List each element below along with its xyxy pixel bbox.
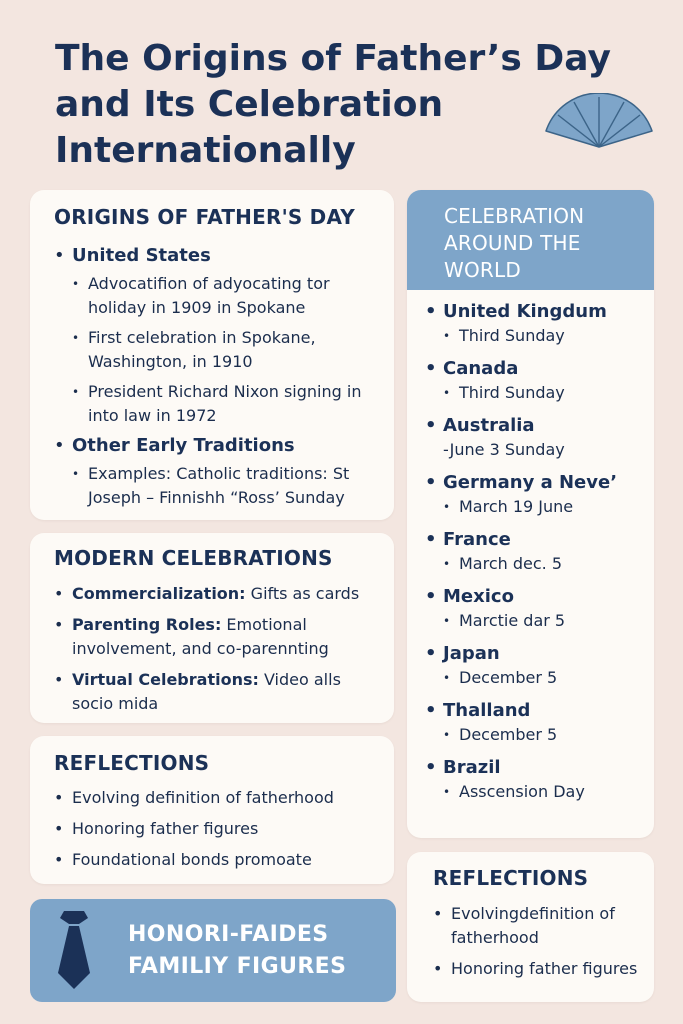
- country-date: • March dec. 5: [443, 552, 647, 576]
- country-name: • Mexico: [425, 585, 647, 609]
- list-item: • Honoring father figures: [433, 957, 643, 981]
- world-card: [407, 190, 654, 838]
- tie-icon: [52, 909, 96, 991]
- country-date: • Asscension Day: [443, 780, 647, 804]
- list-item: • Foundational bonds promoate: [54, 848, 384, 872]
- country-item: [425, 585, 647, 633]
- reflections-heading: REFLECTIONS: [54, 751, 210, 775]
- country-name: • Germany a Neve’: [425, 471, 647, 495]
- origins-group: [54, 434, 384, 458]
- country-name: • Thalland: [425, 699, 647, 723]
- origins-card: [30, 190, 394, 520]
- country-item: [425, 357, 647, 405]
- item-text: Emotional involvement, and co-parennting: [72, 615, 329, 658]
- country-name: • United Kingdum: [425, 300, 647, 324]
- country-item: [425, 642, 647, 690]
- world-heading: CELEBRATION AROUND THE WORLD: [444, 204, 585, 282]
- item-label: Commercialization:: [72, 584, 246, 603]
- modern-heading: MODERN CELEBRATIONS: [54, 546, 333, 570]
- honor-banner: [30, 899, 396, 1002]
- list-item: • Examples: Catholic traditions: St Joseph – Finnishh “Ross’ Sunday: [72, 462, 384, 510]
- item-label: Parenting Roles:: [72, 615, 222, 634]
- list-item: • Honoring father figures: [54, 817, 384, 841]
- list-item: • First celebration in Spokane, Washington, in 1910: [72, 326, 384, 374]
- country-item: [425, 471, 647, 519]
- list-item: • Advocatifion of adyocating tor holiday in 1909 in Spokane: [72, 272, 384, 320]
- country-date: • December 5: [443, 723, 647, 747]
- country-date: • Third Sunday: [443, 381, 647, 405]
- country-date: • Third Sunday: [443, 324, 647, 348]
- country-date: • March 19 June: [443, 495, 647, 519]
- country-date: -June 3 Sunday: [443, 440, 565, 459]
- country-name: • Japan: [425, 642, 647, 666]
- country-date: • December 5: [443, 666, 647, 690]
- country-item: [425, 699, 647, 747]
- reflections-card: [30, 736, 394, 884]
- list-item: [54, 582, 384, 606]
- country-item: [425, 528, 647, 576]
- item-text: Gifts as cards: [245, 584, 360, 603]
- fan-icon: [540, 93, 658, 149]
- origins-heading: ORIGINS OF FATHER'S DAY: [54, 205, 355, 229]
- list-item: • Evolvingdefinition of fatherhood: [433, 902, 643, 950]
- origins-group-label: United States: [72, 245, 211, 266]
- honor-text: HONORI-FAIDES FAMILIY FIGURES: [128, 922, 347, 979]
- country-item: [425, 300, 647, 348]
- country-name: • Brazil: [425, 756, 647, 780]
- page-title: The Origins of Father’s Day and Its Celebration Internationally: [55, 38, 611, 171]
- world-header: [407, 190, 654, 290]
- country-name: • Canada: [425, 357, 647, 381]
- modern-celebrations-card: [30, 533, 394, 723]
- country-name: • Australia: [425, 414, 647, 438]
- reflections-card-right: [407, 852, 654, 1002]
- list-item: [54, 613, 384, 661]
- country-item: [425, 756, 647, 804]
- reflections-heading: REFLECTIONS: [433, 866, 589, 890]
- country-date: • Marctie dar 5: [443, 609, 647, 633]
- list-item: • President Richard Nixon signing in into law in 1972: [72, 380, 384, 428]
- origins-group: [54, 244, 384, 268]
- item-label: Virtual Celebrations:: [72, 670, 259, 689]
- list-item: • Evolving definition of fatherhood: [54, 786, 384, 810]
- list-item: [54, 668, 384, 716]
- country-item: [425, 414, 647, 462]
- item-text: Video alls socio mida: [72, 670, 341, 713]
- country-name: • France: [425, 528, 647, 552]
- origins-group-label: Other Early Traditions: [72, 435, 295, 456]
